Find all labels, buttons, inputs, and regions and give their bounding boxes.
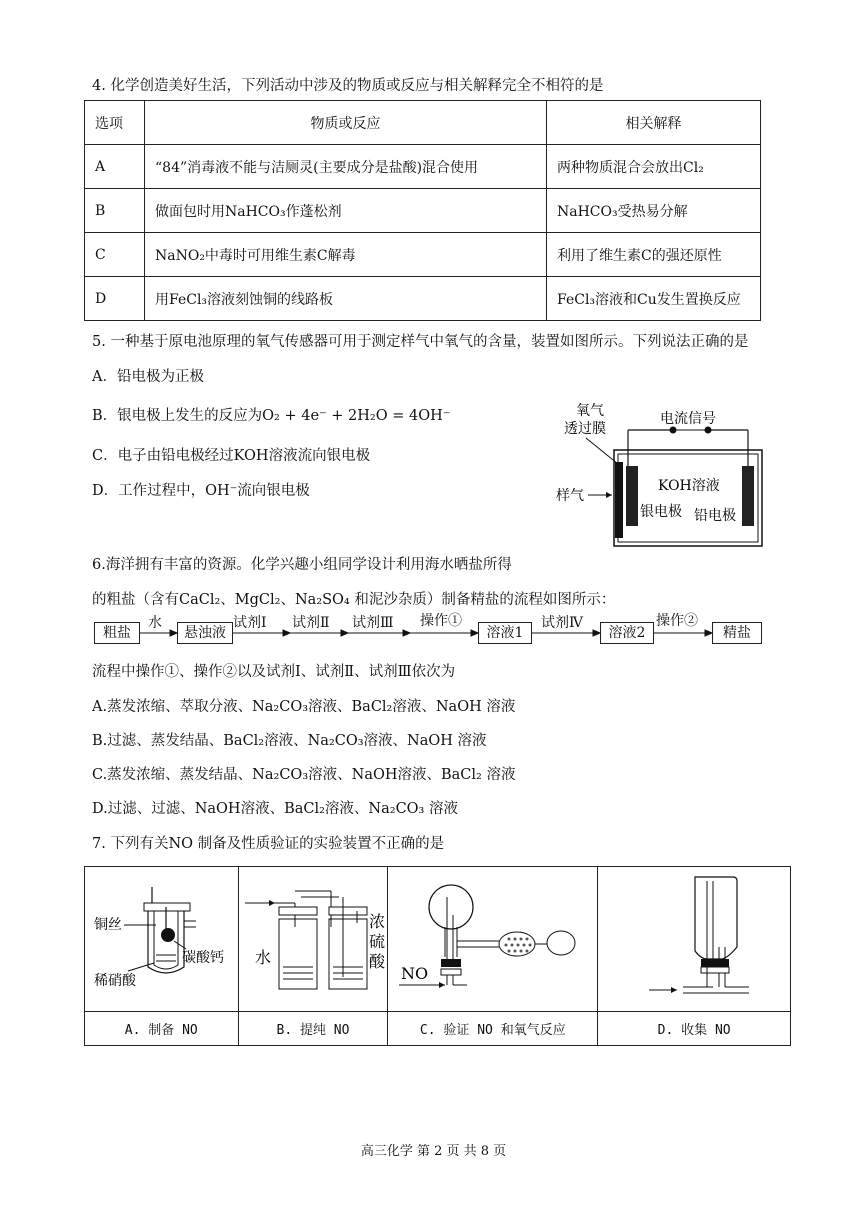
row-explanation: 两种物质混合会放出Cl₂ [547, 145, 761, 189]
koh-label: KOH溶液 [658, 478, 720, 494]
fig-d-collect-no [599, 867, 789, 1007]
flow-arrow-label-reagent-3: 试剂Ⅲ [352, 615, 394, 631]
flow-box-solution-2: 溶液2 [600, 622, 654, 644]
row-explanation: 利用了维生素C的强还原性 [547, 233, 761, 277]
flow-box-solution-1: 溶液1 [478, 622, 532, 644]
membrane-label-2: 透过膜 [564, 421, 606, 437]
flow-arrow-label-op-2: 操作② [656, 613, 698, 629]
q5-stem: 5. 一种基于原电池原理的氧气传感器可用于测定样气中氧气的含量，装置如图所示。下列说法正确的是 [92, 334, 749, 350]
q7-stem: 7. 下列有关NO 制备及性质验证的实验装置不正确的是 [92, 836, 445, 852]
sulfuric-label-3: 酸 [368, 952, 385, 971]
caption-a: A. 制备 NO [85, 1012, 239, 1046]
table-row [85, 277, 761, 321]
copper-wire-label: 铜丝 [94, 917, 123, 933]
lead-electrode-label: 铅电极 [694, 508, 736, 524]
q5-option-c: C．电子由铅电极经过KOH溶液流向银电极 [92, 448, 371, 464]
sulfuric-label-1: 浓 [368, 912, 385, 931]
q5-option-b: B．银电极上发生的反应为O₂ + 4e⁻ + 2H₂O = 4OH⁻ [92, 408, 451, 424]
fig-a-prepare-no [86, 867, 236, 1007]
membrane-label-1: 氧气 [576, 403, 604, 419]
row-explanation: NaHCO₃受热易分解 [547, 189, 761, 233]
q7-apparatus-table [84, 866, 791, 1046]
sulfuric-label-2: 硫 [368, 932, 385, 951]
q6-option-b: B.过滤、蒸发结晶、BaCl₂溶液、Na₂CO₃溶液、NaOH 溶液 [92, 733, 487, 749]
calcium-carbonate-label: 碳酸钙 [182, 950, 225, 966]
row-option: C [85, 233, 145, 277]
header-substance: 物质或反应 [145, 101, 547, 145]
q6-option-a: A.蒸发浓缩、萃取分液、Na₂CO₃溶液、BaCl₂溶液、NaOH 溶液 [92, 699, 516, 715]
row-substance: “84”消毒液不能与洁厕灵(主要成分是盐酸)混合使用 [145, 145, 547, 189]
water-label: 水 [254, 948, 271, 967]
sample-gas-label: 样气 [556, 488, 584, 504]
flow-arrow-label-water: 水 [148, 615, 162, 631]
header-option: 选项 [85, 101, 145, 145]
no-gas-label: NO [400, 964, 428, 983]
row-substance: 做面包时用NaHCO₃作蓬松剂 [145, 189, 547, 233]
page-footer: 高三化学 第 2 页 共 8 页 [360, 1144, 507, 1159]
dilute-nitric-acid-label: 稀硝酸 [94, 973, 137, 989]
oxygen-sensor-figure [548, 398, 773, 553]
signal-label: 电流信号 [660, 411, 716, 427]
row-option: A [85, 145, 145, 189]
row-option: B [85, 189, 145, 233]
caption-b: B. 提纯 NO [238, 1012, 388, 1046]
row-substance: NaNO₂中毒时可用维生素C解毒 [145, 233, 547, 277]
q5-option-d: D．工作过程中，OH⁻流向银电极 [92, 483, 310, 499]
row-substance: 用FeCl₃溶液刻蚀铜的线路板 [145, 277, 547, 321]
flow-box-suspension: 悬浊液 [177, 622, 233, 644]
table-row [85, 145, 761, 189]
flow-box-crude-salt: 粗盐 [94, 622, 140, 644]
header-explanation: 相关解释 [547, 101, 761, 145]
q6-option-d: D.过滤、过滤、NaOH溶液、BaCl₂溶液、Na₂CO₃ 溶液 [92, 801, 458, 817]
table-row [85, 189, 761, 233]
q6-question: 流程中操作①、操作②以及试剂Ⅰ、试剂Ⅱ、试剂Ⅲ依次为 [92, 664, 456, 680]
table-row [85, 233, 761, 277]
q6-option-c: C.蒸发浓缩、蒸发结晶、Na₂CO₃溶液、NaOH溶液、BaCl₂ 溶液 [92, 767, 516, 783]
row-explanation: FeCl₃溶液和Cu发生置换反应 [547, 277, 761, 321]
flow-arrow-label-reagent-2: 试剂Ⅱ [292, 615, 330, 631]
row-option: D [85, 277, 145, 321]
fig-b-purify-no [239, 867, 387, 1007]
q4-table [84, 100, 761, 321]
flow-box-refined-salt: 精盐 [712, 622, 762, 644]
fig-c-verify-reaction [389, 867, 597, 1007]
table-header-row [85, 101, 761, 145]
q5-option-a: A．铅电极为正极 [92, 369, 204, 385]
caption-c: C. 验证 NO 和氧气反应 [388, 1012, 598, 1046]
caption-d: D. 收集 NO [598, 1012, 791, 1046]
flow-arrow-label-op-1: 操作① [420, 613, 462, 629]
flow-arrows [0, 622, 867, 646]
fig-b-cell [238, 867, 388, 1012]
fig-c-cell [388, 867, 598, 1012]
fig-a-cell [85, 867, 239, 1012]
q6-stem-1: 6.海洋拥有丰富的资源。化学兴趣小组同学设计利用海水晒盐所得 [92, 557, 512, 573]
fig-d-cell [598, 867, 791, 1012]
flow-arrow-label-reagent-4: 试剂Ⅳ [541, 615, 583, 631]
flow-arrow-label-reagent-1: 试剂Ⅰ [233, 615, 267, 631]
q6-stem-2: 的粗盐（含有CaCl₂、MgCl₂、Na₂SO₄ 和泥沙杂质）制备精盐的流程如图所示： [92, 592, 616, 608]
q4-stem: 4. 化学创造美好生活，下列活动中涉及的物质或反应与相关解释完全不相符的是 [92, 78, 604, 94]
silver-electrode-label: 银电极 [640, 504, 682, 520]
